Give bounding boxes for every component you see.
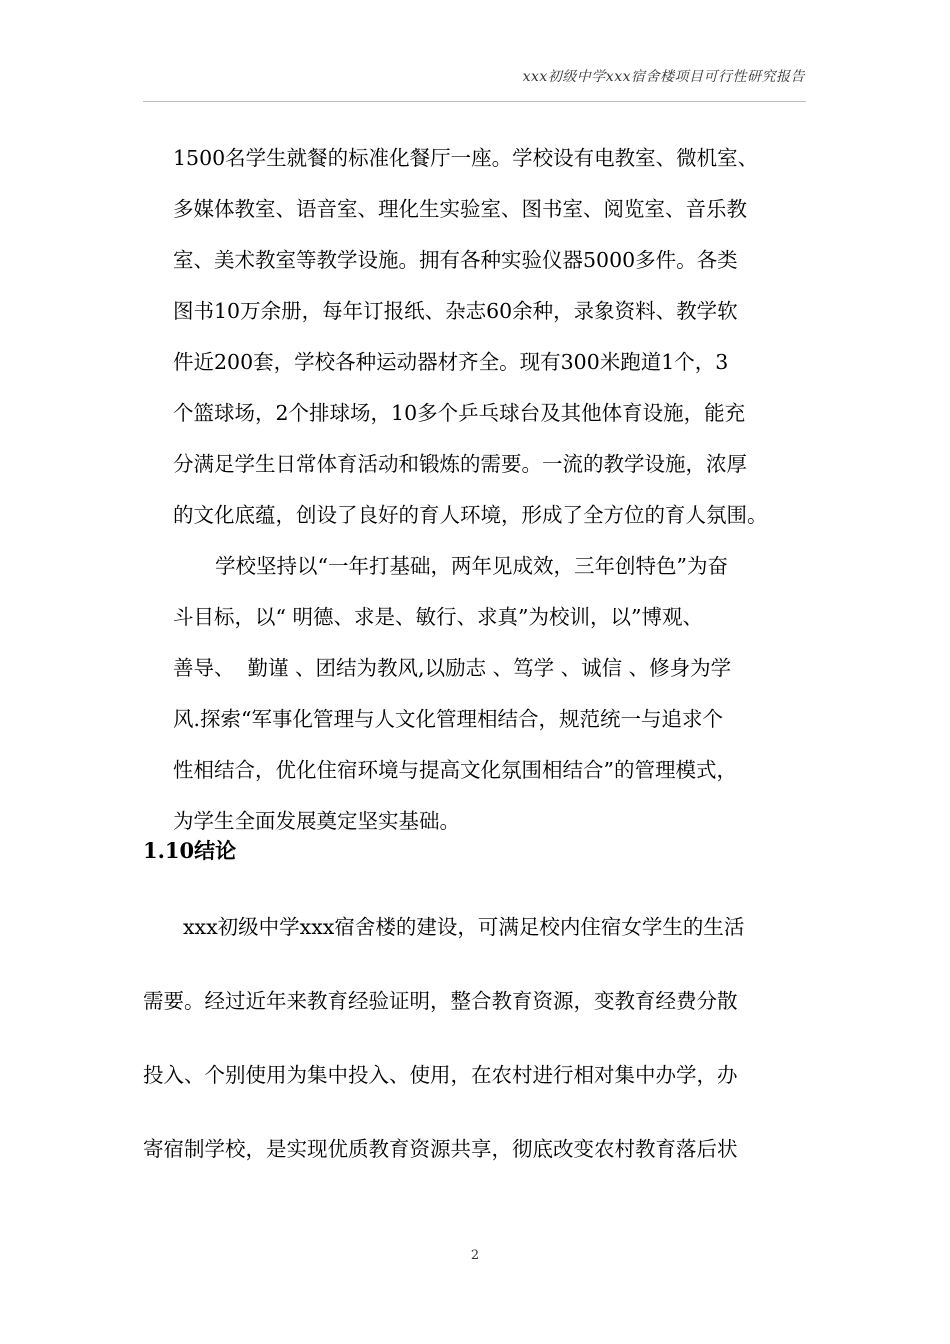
paragraph-line: 件近200套，学校各种运动器材齐全。现有300米跑道1个，3 xyxy=(173,350,729,374)
section-heading: 1.10结论 xyxy=(143,838,237,863)
conclusion-text-block xyxy=(143,890,823,1186)
paragraph-line: 室、美术教室等教学设施。拥有各种实验仪器5000多件。各类 xyxy=(173,248,738,272)
paragraph-line: 个篮球场，2个排球场，10多个乒乓球台及其他体育设施，能充 xyxy=(173,401,746,425)
paragraph-line: 斗目标，以“ 明德、求是、敏行、求真”为校训，以”博观、 xyxy=(173,605,703,629)
running-header: xxx初级中学xxx宿舍楼项目可行性研究报告 xyxy=(522,69,805,85)
header-divider xyxy=(143,101,806,102)
paragraph-line: 的文化底蕴，创设了良好的育人环境，形成了全方位的育人氛围。 xyxy=(173,503,768,527)
paragraph-line: 寄宿制学校，是实现优质教育资源共享，彻底改变农村教育落后状 xyxy=(143,1137,738,1161)
body-text-block xyxy=(173,133,823,847)
paragraph-line: xxx初级中学xxx宿舍楼的建设，可满足校内住宿女学生的生活 xyxy=(183,915,745,939)
paragraph-line: 风.探索“军事化管理与人文化管理相结合，规范统一与追求个 xyxy=(173,707,723,731)
paragraph-line: 投入、个别使用为集中投入、使用，在农村进行相对集中办学，办 xyxy=(143,1063,738,1087)
paragraph-line: 图书10万余册，每年订报纸、杂志60余种，录象资料、教学软 xyxy=(173,299,738,323)
paragraph-line: 性相结合，优化住宿环境与提高文化氛围相结合”的管理模式， xyxy=(173,758,737,782)
page-number: 2 xyxy=(470,1248,480,1263)
paragraph-line: 学校坚持以“一年打基础，两年见成效，三年创特色”为奋 xyxy=(215,554,728,578)
paragraph-line: 为学生全面发展奠定坚实基础。 xyxy=(173,809,460,833)
paragraph-line: 需要。经过近年来教育经验证明，整合教育资源，变教育经费分散 xyxy=(143,989,738,1013)
paragraph-line: 1500名学生就餐的标准化餐厅一座。学校设有电教室、微机室、 xyxy=(173,146,759,170)
paragraph-line: 善导、 勤谨 、团结为教风,以励志 、笃学 、诚信 、修身为学 xyxy=(173,656,732,680)
paragraph-line: 多媒体教室、语音室、理化生实验室、图书室、阅览室、音乐教 xyxy=(173,197,747,221)
paragraph-line: 分满足学生日常体育活动和锻炼的需要。一流的教学设施，浓厚 xyxy=(173,452,747,476)
